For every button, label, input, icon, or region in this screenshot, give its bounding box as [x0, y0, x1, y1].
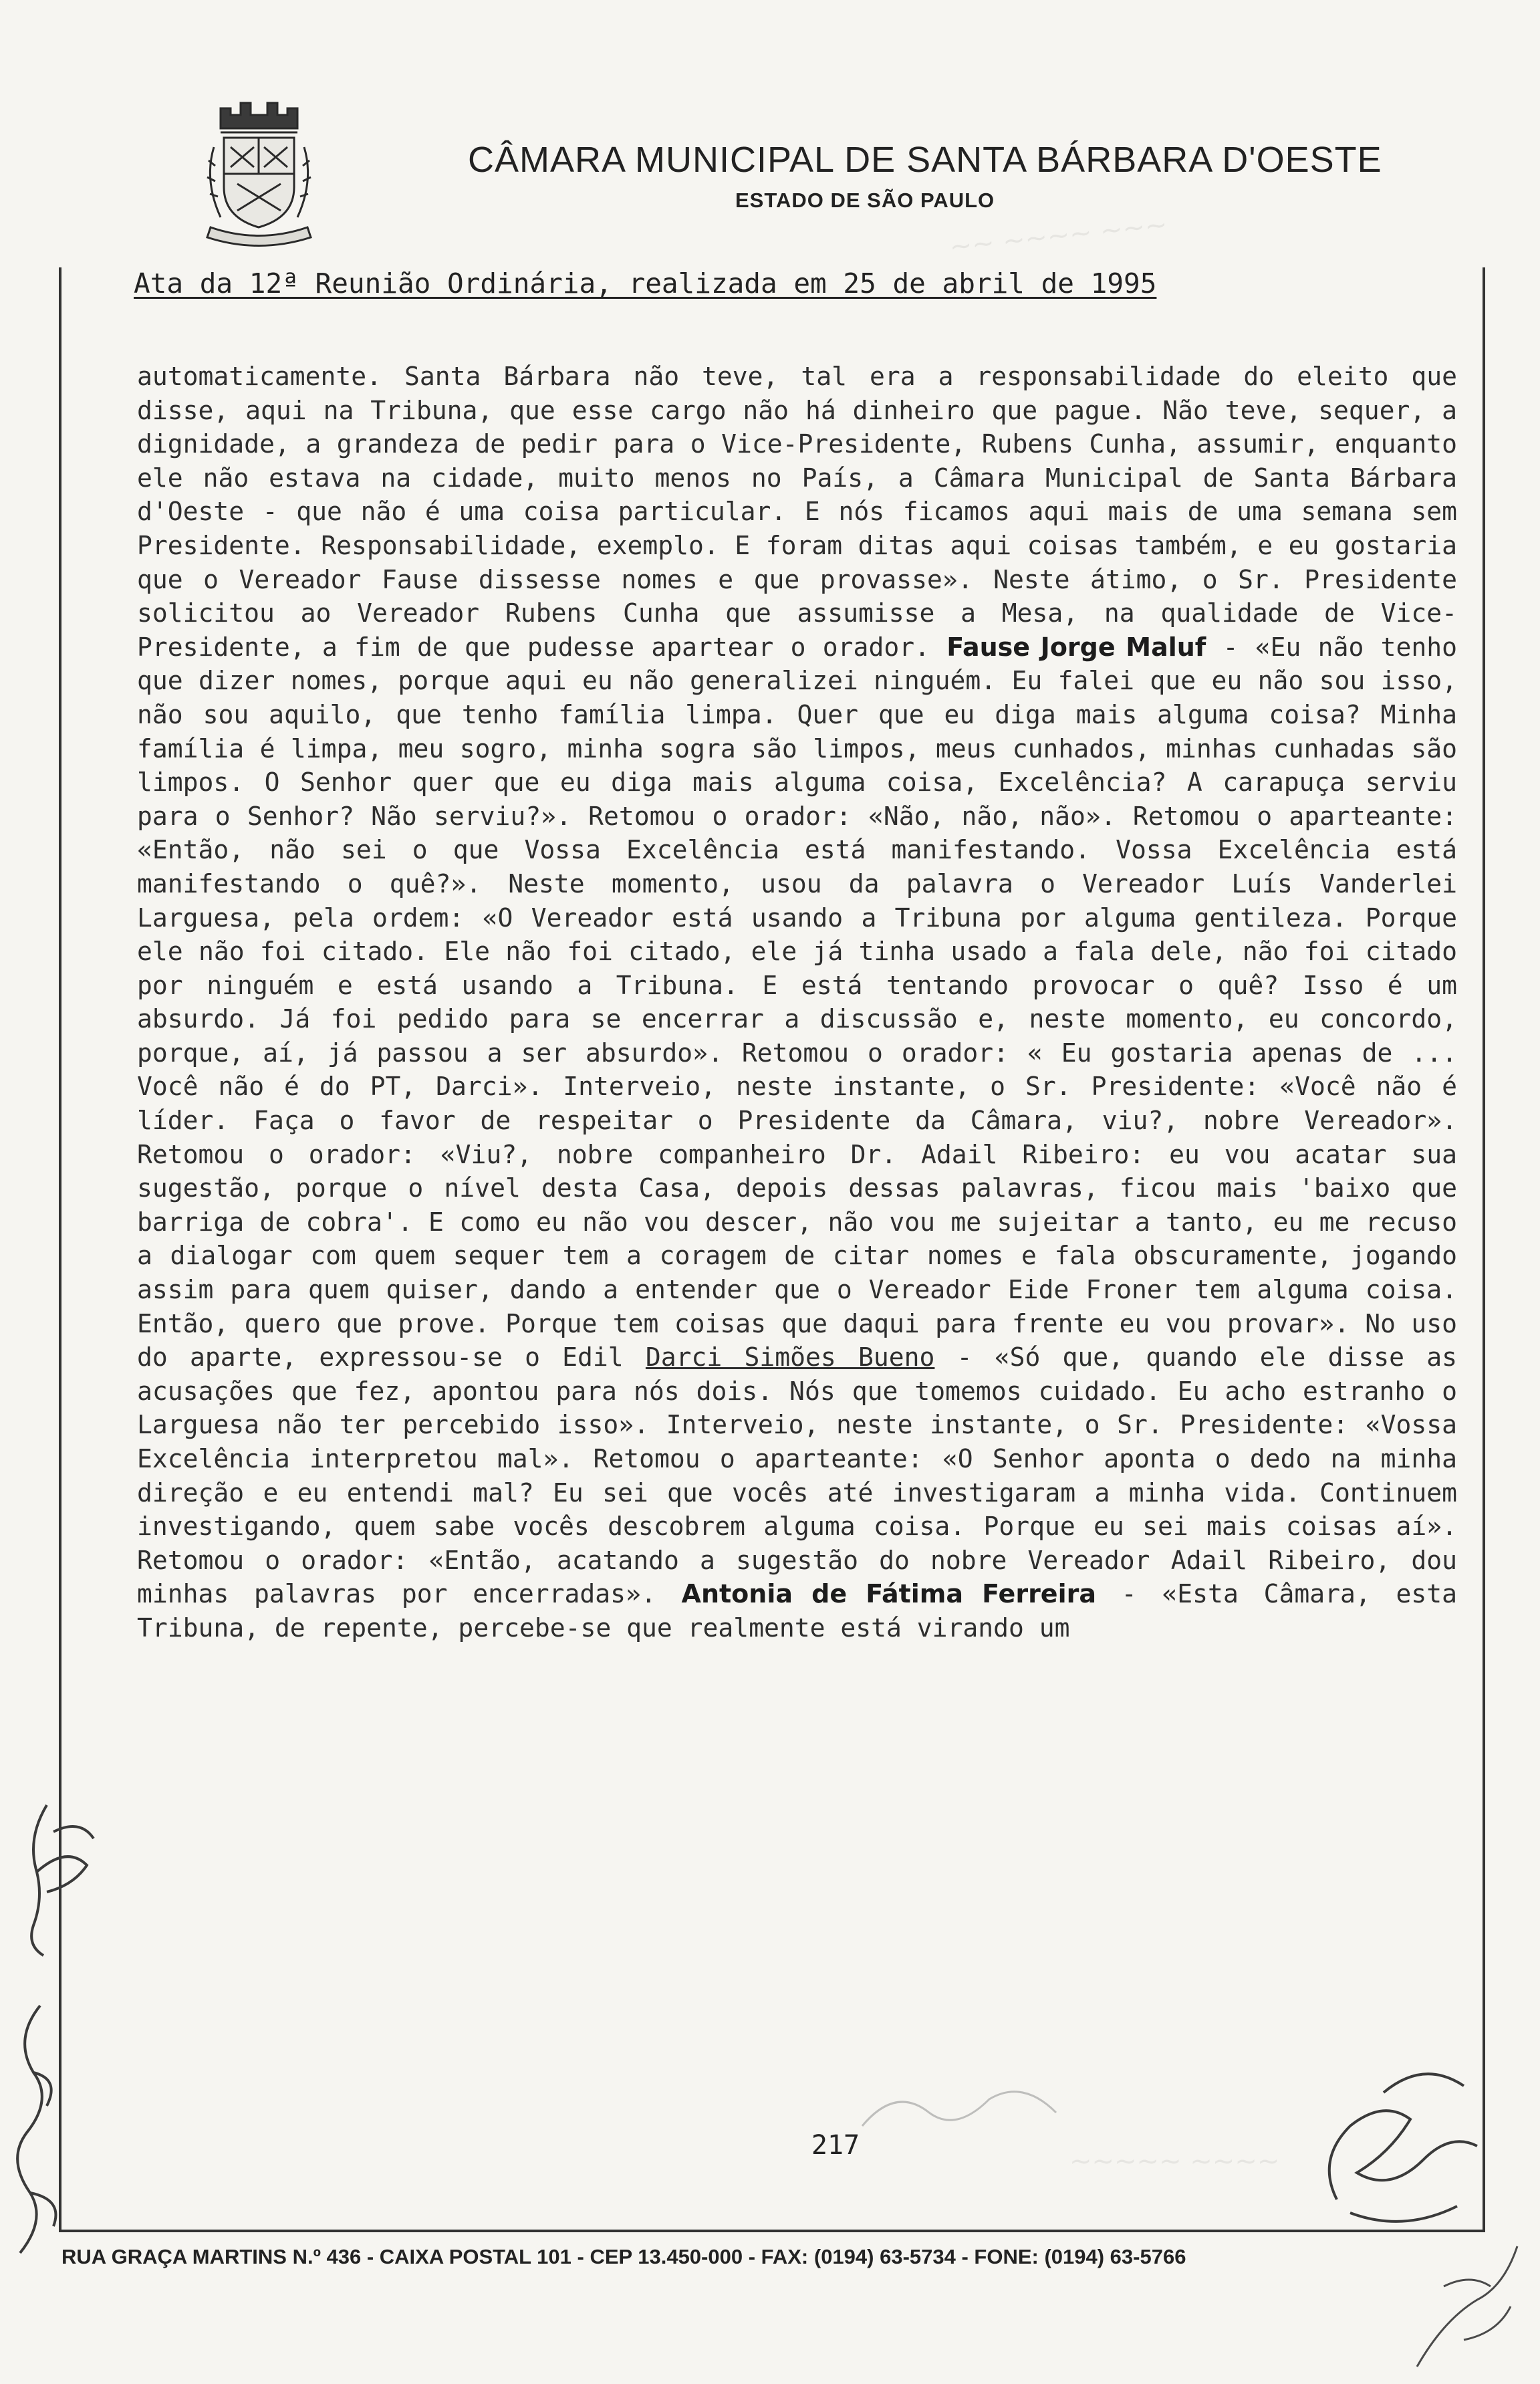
body-segment: automaticamente. Santa Bárbara não teve, tal era a responsabilidade do eleito que disse, aqui na Tribuna, que esse cargo não há dinheiro que pague. Não teve, sequer, a dignidade, a grandeza de pedir para o Vice-Presidente, Rubens Cunha, assumir, enquanto ele não estava na cidade, muito menos no País, a Câmara Municipal de Santa Bárbara d'Oeste - que não é uma coisa particular. E nós ficamos aqui mais de uma semana sem Presidente. Responsabilidade, exemplo. E foram ditas aqui coisas também, e eu gostaria que o Vereador Fause dissesse nomes e que provasse». Neste átimo, o Sr. Presidente solicitou ao Vereador Rubens Cunha que assumisse a Mesa, na qualidade de Vice-Presidente, a fim de que pudesse apartear o orador. — [137, 362, 1457, 662]
signature-right-edge — [1404, 2206, 1531, 2380]
body-segment: - «Só que, quando ele disse as acusações que fez, apontou para nós dois. Nós que tomemos cuidado. Eu acho estranho o Larguesa não ter percebido isso». Interveio, neste instante, o Sr. Presidente: «Vossa Excelência interpretou mal». Retomou o aparteante: «O Senhor aponta o dedo na minha direção e eu entendi mal? Eu sei que vocês até investigaram a minha vida. Continuem investigando, quem sabe vocês descobrem alguma coisa. Porque eu sei mais coisas aí». Retomou o orador: «Então, acatando a sugestão do nobre Vereador Adail Ribeiro, dou minhas palavras por encerradas». — [137, 1342, 1457, 1609]
signature-left-lower — [0, 1999, 74, 2266]
speaker-name: Fause Jorge Maluf — [946, 632, 1206, 662]
faint-signature-center — [856, 2072, 1069, 2146]
body-segment: - «Eu não tenho que dizer nomes, porque aqui eu não generalizei ninguém. Eu falei que eu não sou isso, não sou aquilo, que tenho família limpa. Quer que eu diga mais alguma coisa? Minha família é limpa, meu sogro, minha sogra são limpos, meus cunhados, minhas cunhadas são limpos. O Senhor quer que eu diga mais alguma coisa, Excelência? A carapuça serviu para o Senhor? Não serviu?». Retomou o orador: «Não, não, não». Retomou o aparteante: «Então, não sei o que Vossa Excelência está manifestando. Vossa Excelência está manifestando o quê?». Neste momento, usou da palavra o Vereador Luís Vanderlei Larguesa, pela ordem: «O Vereador está usando a Tribuna por alguma gentileza. Porque ele não foi citado. Ele não foi citado, ele já tinha usado a fala dele, não foi citado por ninguém e está usando a Tribuna. E está tentando provocar o quê? Isso é um absurdo. Já foi pedido para se encerrar a discussão e, neste momento, eu concordo, porque, aí, já passou a ser absurdo». Retomou o orador: « Eu gostaria apenas de ... Você não é do PT, Darci». Interveio, neste instante, o Sr. Presidente: «Você não é líder. Faça o favor de respeitar o Presidente da Câmara, viu?, nobre Vereador». Retomou o orador: «Viu?, nobre companheiro Dr. Adail Ribeiro: eu vou acatar sua sugestão, porque o nível desta Casa, depois dessas palavras, ficou mais 'baixo que barriga de cobra'. E como eu não vou descer, não vou me sujeitar a tanto, eu me recuso a dialogar com quem sequer tem a coragem de citar nomes e fala obscuramente, jogando assim para quem quiser, dando a entender que o Vereador Eide Froner tem alguma coisa. Então, quero que prove. Porque tem coisas que daqui para frente eu vou provar». No uso do aparte, expressou-se o Edil — [137, 632, 1457, 1373]
speaker-name: Darci Simões Bueno — [645, 1342, 935, 1373]
council-name: CÂMARA MUNICIPAL DE SANTA BÁRBARA D'OESTE — [468, 140, 1382, 180]
bleed-through-mark: ~~~~~ ~~~~ — [1069, 2146, 1280, 2177]
signature-left-upper — [7, 1792, 107, 1965]
state-name: ESTADO DE SÃO PAULO — [735, 189, 995, 212]
right-margin-rule — [1483, 267, 1485, 2230]
body-segment: - «Esta Câmara, esta Tribuna, de repente, percebe-se que realmente está virando um — [137, 1579, 1458, 1643]
coat-of-arms-emblem — [201, 94, 317, 247]
meeting-title: Ata da 12ª Reunião Ordinária, realizada em 25 de abril de 1995 — [134, 267, 1157, 300]
footer-address: RUA GRAÇA MARTINS N.º 436 - CAIXA POSTAL 101 - CEP 13.450-000 - FAX: (0194) 63-5734 - FONE: (0194) 63-5766 — [61, 2245, 1186, 2268]
speaker-name: Antonia de Fátima Ferreira — [681, 1579, 1096, 1609]
footer-rule — [59, 2230, 1485, 2232]
bleed-through-mark: ~~ ~~~~ ~~~ — [948, 209, 1169, 263]
page-number: 217 — [811, 2130, 860, 2161]
minutes-body — [137, 360, 1457, 1645]
